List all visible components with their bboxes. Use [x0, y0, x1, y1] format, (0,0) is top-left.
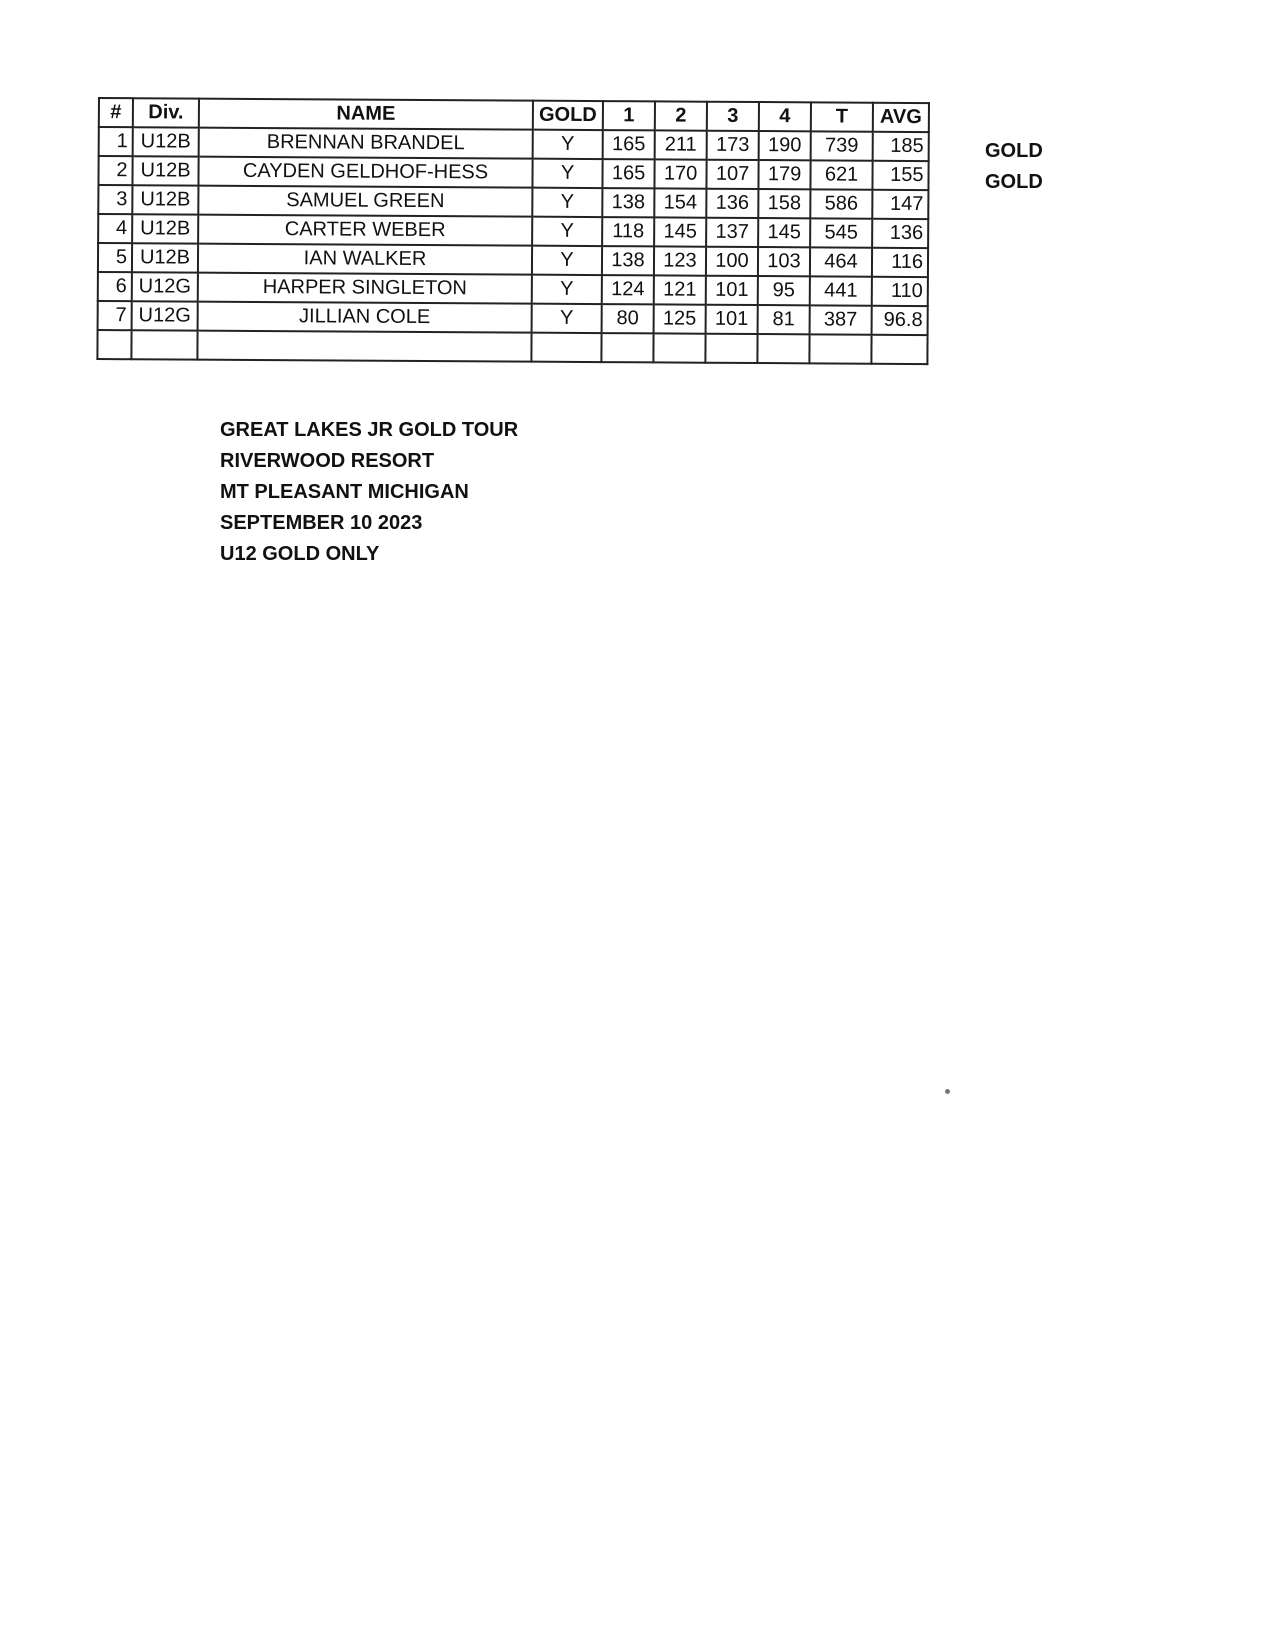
- event-division-note: U12 GOLD ONLY: [220, 543, 380, 565]
- cell-game-1: 165: [603, 130, 655, 159]
- cell-total: 621: [810, 160, 872, 189]
- header-avg: AVG: [873, 103, 929, 132]
- cell-game-4: 179: [758, 160, 810, 189]
- blank-cell: [131, 330, 197, 359]
- cell-gold: Y: [532, 275, 602, 304]
- header-name: NAME: [199, 99, 533, 130]
- cell-num: 3: [98, 185, 132, 214]
- cell-name: IAN WALKER: [198, 244, 532, 275]
- cell-game-1: 138: [602, 246, 654, 275]
- cell-name: HARPER SINGLETON: [198, 273, 532, 304]
- cell-num: 5: [98, 243, 132, 272]
- event-tour-name: GREAT LAKES JR GOLD TOUR: [220, 419, 519, 441]
- cell-avg: 185: [873, 132, 929, 161]
- cell-div: U12B: [132, 214, 198, 243]
- header-total: T: [811, 102, 873, 131]
- header-game-3: 3: [707, 102, 759, 131]
- cell-total: 586: [810, 189, 872, 218]
- blank-cell: [601, 333, 653, 362]
- cell-name: BRENNAN BRANDEL: [199, 128, 533, 159]
- event-date: SEPTEMBER 10 2023: [220, 512, 423, 534]
- cell-game-3: 137: [706, 218, 758, 247]
- cell-game-2: 125: [654, 304, 706, 333]
- cell-game-2: 145: [654, 217, 706, 246]
- cell-game-1: 80: [602, 304, 654, 333]
- cell-gold: Y: [533, 130, 603, 159]
- cell-game-3: 101: [706, 276, 758, 305]
- cell-name: JILLIAN COLE: [198, 302, 532, 333]
- scores-table: [96, 97, 930, 365]
- cell-num: 2: [98, 156, 132, 185]
- cell-gold: Y: [532, 217, 602, 246]
- cell-avg: 136: [872, 219, 928, 248]
- cell-avg: 147: [872, 190, 928, 219]
- cell-avg: 116: [872, 248, 928, 277]
- cell-game-1: 138: [602, 188, 654, 217]
- header-div: Div.: [133, 98, 199, 127]
- cell-avg: 155: [872, 161, 928, 190]
- blank-cell: [197, 331, 531, 362]
- cell-game-4: 190: [759, 131, 811, 160]
- cell-num: 7: [98, 301, 132, 330]
- cell-game-2: 123: [654, 246, 706, 275]
- cell-div: U12G: [132, 272, 198, 301]
- cell-total: 387: [810, 305, 872, 334]
- cell-game-3: 101: [706, 305, 758, 334]
- cell-gold: Y: [532, 188, 602, 217]
- cell-total: 739: [811, 131, 873, 160]
- blank-cell: [809, 334, 871, 363]
- cell-game-3: 107: [706, 160, 758, 189]
- blank-cell: [653, 333, 705, 362]
- blank-cell: [97, 330, 131, 359]
- cell-game-3: 100: [706, 247, 758, 276]
- cell-div: U12B: [132, 185, 198, 214]
- cell-game-4: 145: [758, 218, 810, 247]
- cell-div: U12B: [132, 243, 198, 272]
- cell-num: 1: [99, 127, 133, 156]
- table-body: [97, 127, 928, 364]
- cell-num: 6: [98, 272, 132, 301]
- header-num: #: [99, 98, 133, 127]
- cell-game-2: 154: [654, 188, 706, 217]
- gold-qualifier-flag: GOLD: [985, 140, 1043, 162]
- header-game-4: 4: [759, 102, 811, 131]
- header-gold: GOLD: [533, 101, 603, 130]
- blank-cell: [705, 334, 757, 363]
- event-location: MT PLEASANT MICHIGAN: [220, 481, 469, 503]
- cell-game-2: 170: [654, 159, 706, 188]
- cell-name: CAYDEN GELDHOF-HESS: [198, 157, 532, 188]
- cell-total: 464: [810, 247, 872, 276]
- blank-row: [97, 330, 927, 364]
- header-game-2: 2: [655, 101, 707, 130]
- gold-qualifier-flag: GOLD: [985, 171, 1043, 193]
- cell-div: U12B: [133, 127, 199, 156]
- cell-gold: Y: [532, 246, 602, 275]
- cell-game-1: 118: [602, 217, 654, 246]
- cell-game-4: 158: [758, 189, 810, 218]
- cell-game-4: 103: [758, 247, 810, 276]
- cell-gold: Y: [532, 159, 602, 188]
- cell-num: 4: [98, 214, 132, 243]
- cell-name: CARTER WEBER: [198, 215, 532, 246]
- event-info: [220, 415, 518, 570]
- blank-cell: [871, 335, 927, 364]
- cell-game-4: 81: [758, 305, 810, 334]
- cell-avg: 96.8: [872, 306, 928, 335]
- cell-game-3: 173: [707, 131, 759, 160]
- blank-cell: [757, 334, 809, 363]
- blank-cell: [531, 333, 601, 362]
- header-game-1: 1: [603, 101, 655, 130]
- cell-name: SAMUEL GREEN: [198, 186, 532, 217]
- cell-game-2: 121: [654, 275, 706, 304]
- cell-div: U12B: [132, 156, 198, 185]
- cell-gold: Y: [532, 304, 602, 333]
- cell-total: 441: [810, 276, 872, 305]
- cell-game-3: 136: [706, 189, 758, 218]
- event-venue: RIVERWOOD RESORT: [220, 450, 435, 472]
- cell-total: 545: [810, 218, 872, 247]
- cell-game-1: 165: [602, 159, 654, 188]
- scan-speck: [945, 1089, 950, 1094]
- cell-avg: 110: [872, 277, 928, 306]
- cell-game-1: 124: [602, 275, 654, 304]
- cell-game-2: 211: [655, 130, 707, 159]
- cell-game-4: 95: [758, 276, 810, 305]
- cell-div: U12G: [132, 301, 198, 330]
